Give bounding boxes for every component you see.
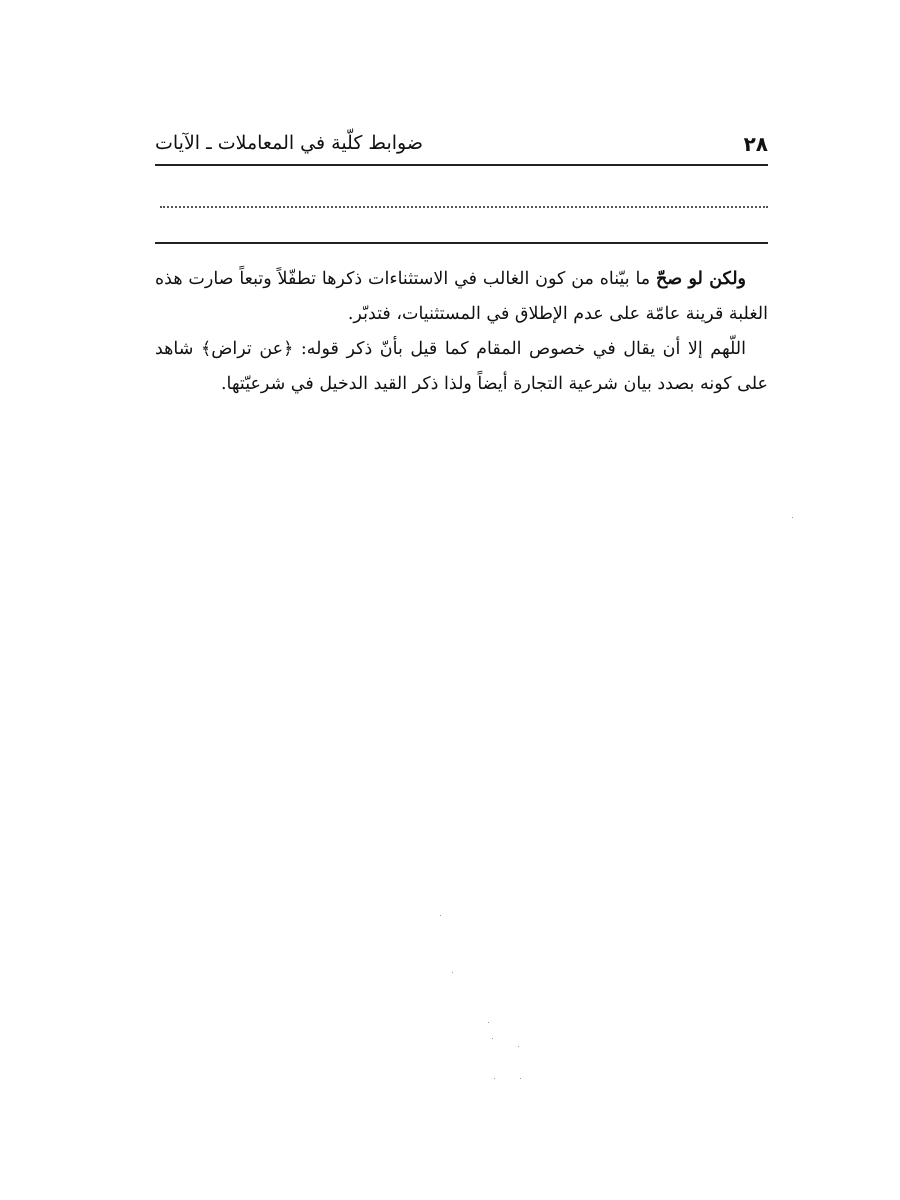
paragraph-1-rest: ما بيّناه من كون الغالب في الاستثناءات ذكرها تطفّلاً وتبعاً صارت هذه الغلبة قرينة عامّة على عدم الإطلاق في المستثنيات، فتدبّر. xyxy=(155,269,768,324)
paragraph-2: اللّهم إلا أن يقال في خصوص المقام كما قيل بأنّ ذكر قوله: ﴿عن تراض﴾ شاهد على كونه بصدد بيان شرعية التجارة أيضاً ولذا ذكر القيد الدخيل في شرعيّتها. xyxy=(155,339,768,394)
scan-speck xyxy=(518,1046,519,1047)
scan-speck xyxy=(792,517,793,518)
scan-speck xyxy=(440,915,441,916)
header-divider xyxy=(155,164,768,166)
scan-speck xyxy=(488,1022,489,1023)
paragraph-1-lead: ولكن لو صحّ xyxy=(656,269,746,289)
body-text xyxy=(155,262,768,402)
dotted-separator xyxy=(160,206,768,208)
paragraph-1 xyxy=(155,262,768,332)
scan-speck xyxy=(520,1078,521,1079)
scan-speck xyxy=(452,972,453,973)
scan-speck xyxy=(494,1078,495,1079)
page-number: ٢٨ xyxy=(743,132,768,156)
running-header xyxy=(155,128,768,162)
running-title: ضوابط كلّية في المعاملات ـ الآيات xyxy=(155,132,423,154)
scan-speck xyxy=(492,1038,493,1039)
section-divider xyxy=(155,242,768,244)
